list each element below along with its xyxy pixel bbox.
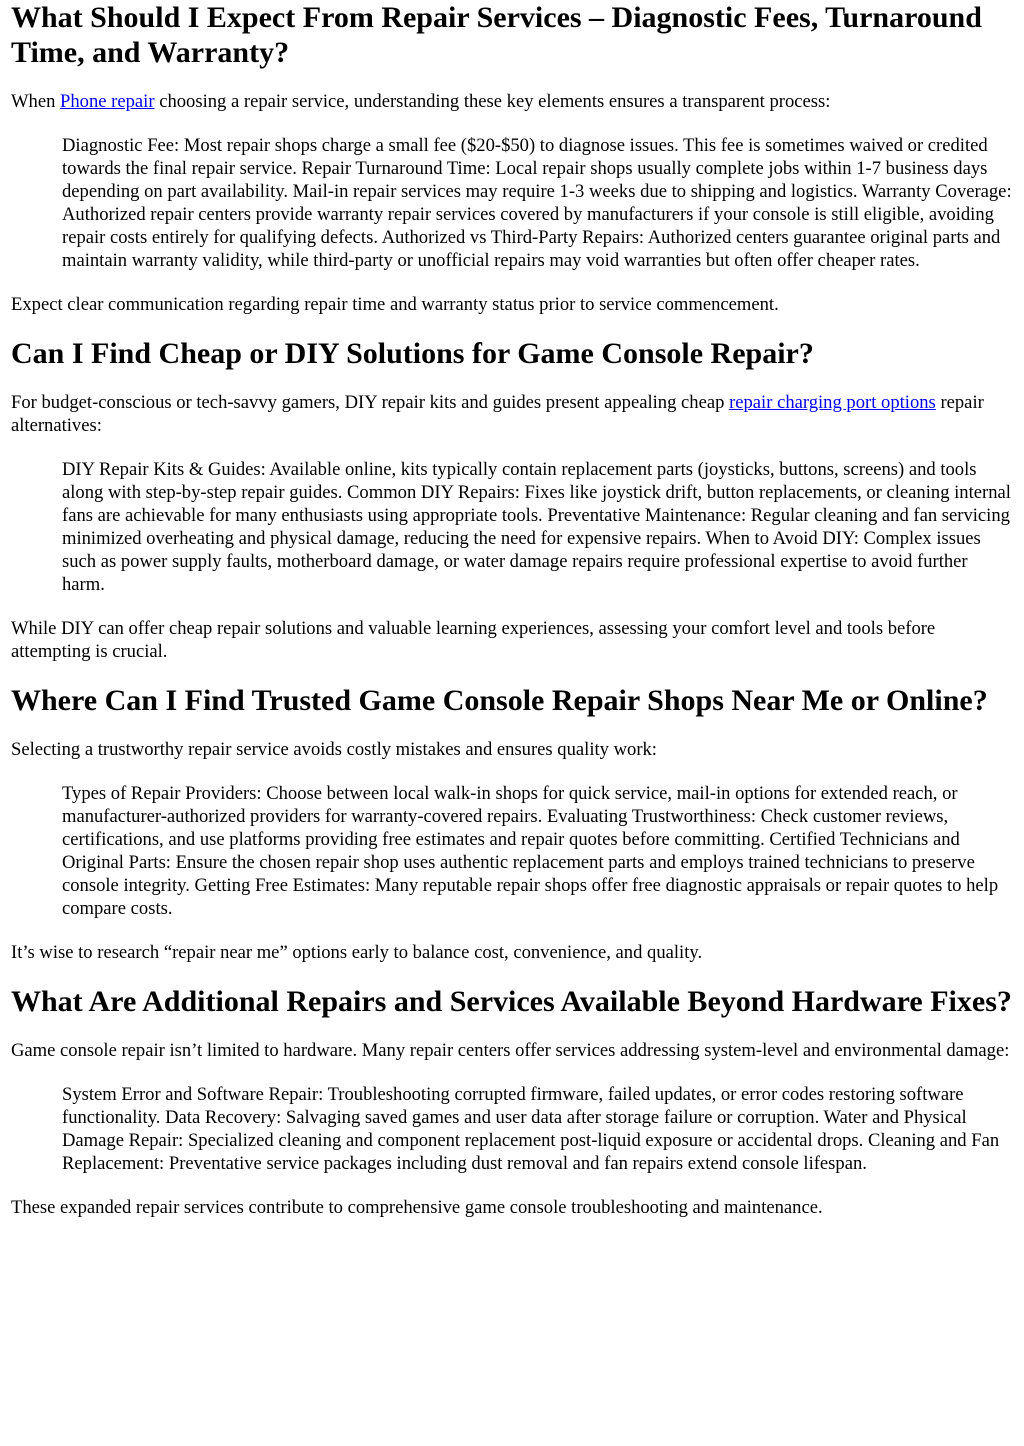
section-intro: Selecting a trustworthy repair service avoids costly mistakes and ensures quality work: (11, 739, 657, 760)
section-closing: While DIY can offer cheap repair solutions and valuable learning experiences, assessing your comfort level and tools before attempting is crucial. (11, 618, 936, 662)
phone-repair-link[interactable]: Phone repair (60, 91, 155, 112)
section-heading: Where Can I Find Trusted Game Console Repair Shops Near Me or Online? (11, 684, 988, 717)
intro-text: When (11, 91, 61, 112)
intro-text: For budget-conscious or tech-savvy gamers, DIY repair kits and guides present appealing cheap (11, 392, 730, 413)
section-quote: Types of Repair Providers: Choose between local walk-in shops for quick service, mail-in options for extended reach, or manufacturer-authorized providers for warranty-covered repairs. Evaluating Trustworthiness: Check customer reviews, certifications, and use platforms providing free estimates and repair quotes before committing. Certified Technicians and Original Parts: Ensure the chosen repair shop uses authentic replacement parts and employs trained technicians to preserve console integrity. Getting Free Estimates: Many reputable repair shops offer free diagnostic appraisals or repair quotes to help compare costs. (62, 783, 999, 919)
section-additional-services (11, 984, 1013, 1219)
section-quote: Diagnostic Fee: Most repair shops charge a small fee ($20-$50) to diagnose issues. This fee is sometimes waived or credited towards the final repair service. Repair Turnaround Time: Local repair shops usually complete jobs within 1-7 business days depending on part availability. Mail-in repair services may require 1-3 weeks due to shipping and logistics. Warranty Coverage: Authorized repair centers provide warranty repair services covered by manufacturers if your console is still eligible, avoiding repair costs entirely for qualifying defects. Authorized vs Third-Party Repairs: Authorized centers guarantee original parts and maintain warranty validity, while third-party or unofficial repairs may void warranties but often offer cheaper rates. (62, 135, 1012, 271)
section-intro (11, 391, 1013, 437)
repair-charging-port-link[interactable]: repair charging port options (729, 392, 936, 413)
section-heading: What Should I Expect From Repair Services – Diagnostic Fees, Turnaround Time, and Warranty? (11, 1, 982, 69)
section-quote: DIY Repair Kits & Guides: Available online, kits typically contain replacement parts (joysticks, buttons, screens) and tools along with step-by-step repair guides. Common DIY Repairs: Fixes like joystick drift, button replacements, or cleaning internal fans are achievable for many enthusiasts using appropriate tools. Preventative Maintenance: Regular cleaning and fan servicing minimized overheating and physical damage, reducing the need for expensive repairs. When to Avoid DIY: Complex issues such as power supply faults, motherboard damage, or water damage repairs require professional expertise to avoid further harm. (62, 459, 1011, 595)
section-heading: Can I Find Cheap or DIY Solutions for Game Console Repair? (11, 337, 814, 370)
section-closing: These expanded repair services contribute to comprehensive game console troubleshooting and maintenance. (11, 1197, 823, 1218)
section-heading: What Are Additional Repairs and Services Available Beyond Hardware Fixes? (11, 985, 1012, 1018)
section-intro (11, 90, 1013, 113)
section-closing: It’s wise to research “repair near me” options early to balance cost, convenience, and quality. (11, 942, 703, 963)
section-trusted-shops (11, 683, 1013, 984)
intro-text-continued: repair alternatives: (11, 392, 984, 436)
intro-text-continued: choosing a repair service, understanding these key elements ensures a transparent process: (154, 91, 831, 112)
section-intro: Game console repair isn’t limited to hardware. Many repair centers offer services addressing system-level and environmental damage: (11, 1040, 1010, 1061)
section-repair-expectations (11, 0, 1013, 336)
section-diy-solutions (11, 336, 1013, 683)
section-quote: System Error and Software Repair: Troubleshooting corrupted firmware, failed updates, or error codes restoring software functionality. Data Recovery: Salvaging saved games and user data after storage failure or corruption. Water and Physical Damage Repair: Specialized cleaning and component replacement post-liquid exposure or accidental drops. Cleaning and Fan Replacement: Preventative service packages including dust removal and fan repairs extend console lifespan. (62, 1084, 1000, 1174)
section-closing: Expect clear communication regarding repair time and warranty status prior to service commencement. (11, 294, 779, 315)
